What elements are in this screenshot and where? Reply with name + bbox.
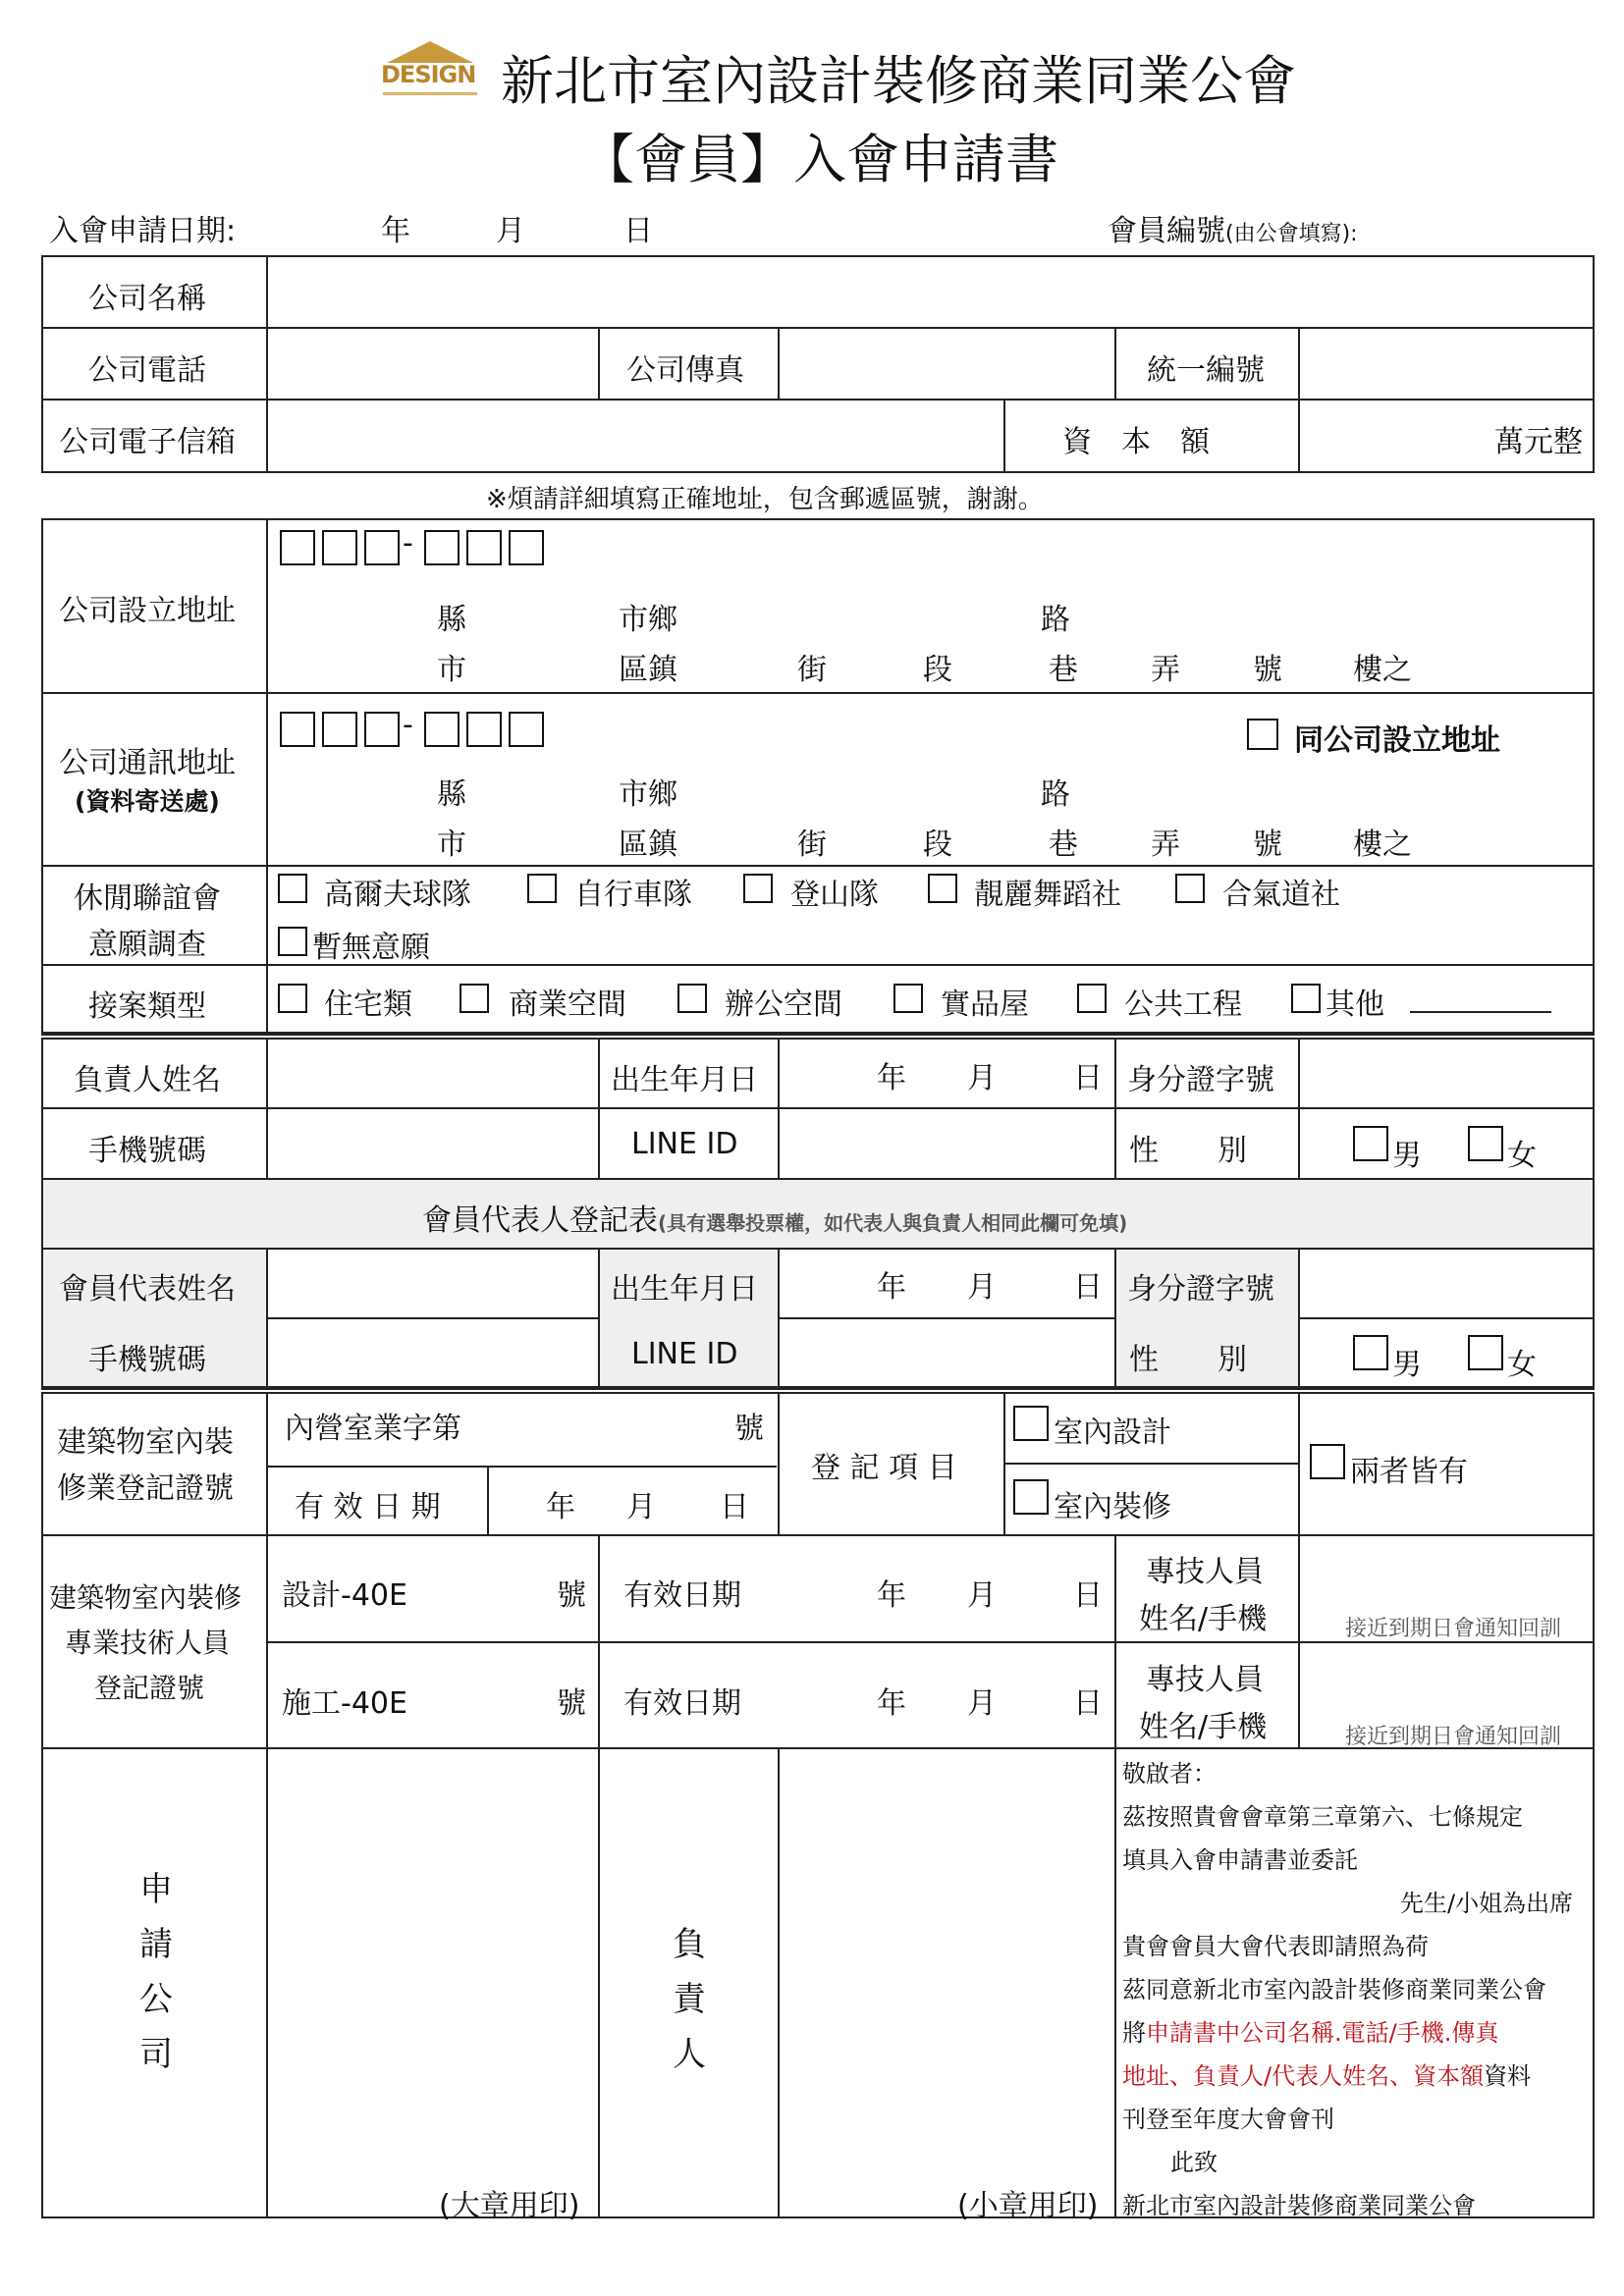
club-hiking-label: 登山隊 — [790, 878, 879, 912]
build-no-suffix: 號 — [557, 1686, 586, 1721]
company-seal-area[interactable] — [268, 1749, 597, 2216]
city-label: 市 — [437, 653, 466, 687]
rep-gender-label: 性 別 — [1129, 1343, 1247, 1377]
club-aikido-label: 合氣道社 — [1222, 878, 1340, 912]
owner-id-field[interactable] — [1300, 1040, 1592, 1106]
build-valid-year: 年 — [877, 1686, 906, 1721]
tax-id-field[interactable] — [1300, 329, 1592, 398]
company-fax-label: 公司傳真 — [626, 353, 744, 388]
both-checkbox[interactable] — [1310, 1444, 1345, 1479]
owner-female-label: 女 — [1507, 1139, 1537, 1173]
rep-female-checkbox[interactable] — [1468, 1335, 1503, 1370]
rep-id-field[interactable] — [1300, 1250, 1592, 1316]
owner-birth-month: 月 — [967, 1061, 997, 1095]
rep-birth-year: 年 — [877, 1270, 906, 1305]
company-phone-field[interactable] — [268, 329, 597, 398]
company-char-2: 請 — [139, 1925, 173, 1964]
project-office-label: 辦公空間 — [725, 988, 842, 1022]
club-hiking-checkbox[interactable] — [743, 874, 773, 903]
lane-label-2: 巷 — [1049, 828, 1078, 862]
district-label-2: 區鎮 — [619, 828, 677, 862]
same-address-checkbox[interactable] — [1247, 719, 1278, 750]
rep-name-field[interactable] — [268, 1250, 597, 1316]
owner-birth-label: 出生年月日 — [611, 1063, 758, 1097]
number-label-2: 號 — [1253, 828, 1282, 862]
owner-char-1: 負 — [673, 1925, 706, 1964]
build-valid-day: 日 — [1073, 1686, 1103, 1721]
registered-address-label: 公司設立地址 — [59, 594, 236, 628]
license-valid-month: 月 — [626, 1490, 656, 1524]
project-other-label: 其他 — [1326, 988, 1384, 1022]
statement-line-7b: 申請書中公司名稱.電話/手機.傳真 — [1146, 2019, 1499, 2047]
tax-id-label: 統一編號 — [1147, 353, 1265, 388]
apply-day: 日 — [623, 214, 653, 248]
company-char-1: 申 — [139, 1870, 173, 1909]
license-number-field[interactable] — [461, 1394, 727, 1465]
statement-line-6: 茲同意新北市室內設計裝修商業同業公會 — [1122, 1976, 1546, 2003]
rep-birth-label: 出生年月日 — [611, 1272, 758, 1307]
proxy-name-field[interactable] — [1124, 1878, 1394, 1915]
company-char-3: 公 — [139, 1980, 173, 2019]
org-title: 新北市室內設計裝修商業同業公會 — [501, 50, 1296, 112]
build-valid-month: 月 — [967, 1686, 997, 1721]
capital-label: 資 本 額 — [1062, 425, 1210, 459]
section-label-2: 段 — [923, 828, 952, 862]
interior-reno-label: 室內裝修 — [1054, 1490, 1171, 1524]
statement-line-5: 貴會會員大會代表即請照為荷 — [1122, 1933, 1429, 1960]
rep-id-label: 身分證字號 — [1127, 1272, 1274, 1307]
license-no-suffix: 號 — [734, 1412, 764, 1446]
statement-line-8 — [1122, 2056, 1531, 2091]
road-label-2: 路 — [1041, 777, 1070, 812]
license-valid-year: 年 — [546, 1490, 575, 1524]
club-none-label: 暫無意願 — [312, 931, 430, 965]
build-valid-label: 有效日期 — [623, 1686, 741, 1721]
design-no-label: 設計-40E — [282, 1578, 407, 1613]
rep-mobile-label: 手機號碼 — [88, 1343, 206, 1377]
county-label-2: 縣 — [437, 777, 466, 812]
apply-month: 月 — [496, 214, 525, 248]
county-label: 縣 — [437, 603, 466, 637]
city-label-2: 市 — [437, 828, 466, 862]
statement-line-10: 此致 — [1170, 2149, 1218, 2176]
interior-reno-checkbox[interactable] — [1013, 1479, 1049, 1515]
owner-line-field[interactable] — [780, 1109, 1113, 1177]
logo — [381, 41, 481, 100]
rep-title-text: 會員代表人登記表 — [422, 1203, 658, 1238]
statement-line-8b: 資料 — [1484, 2062, 1532, 2090]
small-seal-label: (小章用印) — [957, 2189, 1099, 2223]
club-golf-checkbox[interactable] — [278, 874, 307, 903]
mailing-address-label: 公司通訊地址 — [59, 746, 236, 780]
build-staff-label-2: 姓名/手機 — [1139, 1710, 1268, 1744]
lane-label: 巷 — [1049, 653, 1078, 687]
floor-label-2: 樓之 — [1353, 828, 1412, 862]
street-label-2: 街 — [797, 828, 827, 862]
address-note: ※煩請詳細填寫正確地址，包含郵遞區號，謝謝。 — [486, 485, 1044, 514]
interior-design-label: 室內設計 — [1054, 1415, 1171, 1450]
owner-female-checkbox[interactable] — [1468, 1126, 1503, 1161]
street-label: 街 — [797, 653, 827, 687]
rep-female-label: 女 — [1507, 1348, 1537, 1382]
interior-design-checkbox[interactable] — [1013, 1406, 1049, 1441]
rep-male-label: 男 — [1392, 1348, 1422, 1382]
project-type-label: 接案類型 — [88, 989, 206, 1024]
project-other-checkbox[interactable] — [1291, 984, 1321, 1013]
capital-unit: 萬元整 — [1494, 425, 1583, 459]
rep-line-field[interactable] — [780, 1319, 1113, 1385]
project-commercial-label: 商業空間 — [509, 988, 626, 1022]
project-showhouse-label: 實品屋 — [941, 988, 1029, 1022]
statement-line-3: 填具入會申請書並委託 — [1122, 1846, 1358, 1874]
statement-line-8a: 地址、負責人/代表人姓名、資本額 — [1122, 2062, 1485, 2090]
statement-line-7a: 將 — [1122, 2019, 1146, 2047]
apply-year: 年 — [381, 214, 410, 248]
owner-birth-day: 日 — [1073, 1061, 1103, 1095]
rep-birth-month: 月 — [967, 1270, 997, 1305]
statement-line-2: 茲按照貴會會章第三章第六、七條規定 — [1122, 1803, 1523, 1831]
project-public-checkbox[interactable] — [1077, 984, 1107, 1013]
tech-label-3: 登記證號 — [94, 1672, 205, 1704]
club-aikido-checkbox[interactable] — [1175, 874, 1205, 903]
club-cycling-checkbox[interactable] — [527, 874, 557, 903]
statement-line-4: 先生/小姐為出席 — [1400, 1890, 1574, 1917]
design-staff-label-2: 姓名/手機 — [1139, 1602, 1268, 1636]
club-dance-checkbox[interactable] — [928, 874, 957, 903]
project-residential-label: 住宅類 — [324, 988, 412, 1022]
company-email-label: 公司電子信箱 — [59, 425, 236, 459]
zip-dash-2: - — [403, 708, 413, 742]
both-label: 兩者皆有 — [1350, 1455, 1468, 1489]
owner-char-3: 人 — [673, 2035, 706, 2074]
club-dance-label: 靚麗舞蹈社 — [974, 878, 1121, 912]
build-no-field[interactable] — [412, 1644, 550, 1746]
owner-mobile-field[interactable] — [268, 1109, 597, 1177]
number-label: 號 — [1253, 653, 1282, 687]
club-label-2: 意願調查 — [88, 928, 206, 962]
rep-male-checkbox[interactable] — [1353, 1335, 1388, 1370]
project-office-checkbox[interactable] — [677, 984, 707, 1013]
club-label-1: 休閒聯誼會 — [74, 881, 221, 916]
project-residential-checkbox[interactable] — [278, 984, 307, 1013]
floor-label: 樓之 — [1353, 653, 1412, 687]
rep-mobile-field[interactable] — [268, 1319, 597, 1385]
design-valid-day: 日 — [1073, 1578, 1103, 1613]
project-public-label: 公共工程 — [1124, 988, 1242, 1022]
apply-date-label: 入會申請日期: — [49, 214, 237, 248]
owner-mobile-label: 手機號碼 — [88, 1134, 206, 1168]
statement-line-1: 敬啟者： — [1122, 1760, 1217, 1788]
owner-male-checkbox[interactable] — [1353, 1126, 1388, 1161]
project-showhouse-checkbox[interactable] — [893, 984, 923, 1013]
tech-label-1: 建築物室內裝修 — [49, 1581, 243, 1614]
company-phone-label: 公司電話 — [88, 353, 206, 388]
club-golf-label: 高爾夫球隊 — [324, 878, 471, 912]
build-staff-label-1: 專技人員 — [1146, 1663, 1264, 1697]
owner-seal-area[interactable] — [780, 1749, 1113, 2216]
owner-name-field[interactable] — [268, 1040, 597, 1106]
reg-item-label: 登 記 項 目 — [811, 1451, 957, 1485]
owner-birth-year: 年 — [877, 1061, 906, 1095]
district-label: 區鎮 — [619, 653, 677, 687]
company-email-field[interactable] — [268, 400, 1002, 470]
owner-name-label: 負責人姓名 — [74, 1063, 221, 1097]
city-town-label-2: 市鄉 — [619, 777, 677, 812]
rep-birth-day: 日 — [1073, 1270, 1103, 1305]
license-valid-day: 日 — [720, 1490, 749, 1524]
big-seal-label: (大章用印) — [439, 2189, 580, 2223]
design-valid-label: 有效日期 — [623, 1578, 741, 1613]
member-no-label — [1108, 206, 1358, 249]
zip-dash: - — [403, 526, 413, 561]
form-title: 【會員】入會申請書 — [581, 129, 1058, 190]
license-prefix: 內營室業字第 — [285, 1412, 461, 1446]
design-no-suffix: 號 — [557, 1578, 586, 1613]
rep-title-note: (具有選舉投票權，如代表人與負責人相同此欄可免填) — [658, 1211, 1128, 1235]
tech-label-2: 專業技術人員 — [65, 1627, 231, 1659]
owner-char-2: 責 — [673, 1980, 706, 2019]
statement-line-9: 刊登至年度大會會刊 — [1122, 2106, 1334, 2133]
company-name-field[interactable] — [268, 257, 1592, 326]
mailing-address-sub: (資料寄送處) — [75, 787, 220, 816]
project-other-blank[interactable] — [1410, 1011, 1551, 1013]
logo-text: DESIGN — [381, 61, 476, 88]
statement-line-7 — [1122, 2013, 1498, 2048]
road-label: 路 — [1041, 603, 1070, 637]
owner-line-label: LINE ID — [631, 1127, 738, 1161]
design-notice: 接近到期日會通知回訓 — [1345, 1617, 1562, 1641]
member-no-text: 會員編號 — [1108, 214, 1225, 248]
design-staff-label-1: 專技人員 — [1146, 1555, 1264, 1589]
member-no-note: (由公會填寫): — [1225, 222, 1358, 246]
build-no-label: 施工-40E — [282, 1686, 407, 1721]
city-town-label: 市鄉 — [619, 603, 677, 637]
project-commercial-checkbox[interactable] — [460, 984, 489, 1013]
design-valid-year: 年 — [877, 1578, 906, 1613]
owner-id-label: 身分證字號 — [1127, 1063, 1274, 1097]
company-name-label: 公司名稱 — [88, 282, 206, 316]
same-address-label: 同公司設立地址 — [1294, 723, 1500, 758]
owner-male-label: 男 — [1392, 1139, 1422, 1173]
section-label: 段 — [923, 653, 952, 687]
rep-line-label: LINE ID — [631, 1337, 738, 1371]
design-staff-field[interactable] — [1300, 1537, 1592, 1606]
rep-name-label: 會員代表姓名 — [59, 1272, 236, 1307]
owner-gender-label: 性 別 — [1129, 1134, 1247, 1168]
license-label-1: 建築物室內裝 — [57, 1425, 234, 1460]
design-no-field[interactable] — [412, 1537, 550, 1639]
alley-label-2: 弄 — [1151, 828, 1180, 862]
rep-section-title — [422, 1196, 1127, 1239]
club-cycling-label: 自行車隊 — [574, 878, 692, 912]
club-none-checkbox[interactable] — [278, 927, 307, 956]
alley-label: 弄 — [1151, 653, 1180, 687]
build-staff-field[interactable] — [1300, 1644, 1592, 1713]
license-label-2: 修業登記證號 — [57, 1471, 234, 1506]
license-valid-label: 有 效 日 期 — [295, 1490, 441, 1524]
design-valid-month: 月 — [967, 1578, 997, 1613]
company-fax-field[interactable] — [780, 329, 1113, 398]
statement-line-11: 新北市室內設計裝修商業同業公會 — [1122, 2192, 1476, 2219]
company-char-4: 司 — [139, 2035, 173, 2074]
build-notice: 接近到期日會通知回訓 — [1345, 1725, 1562, 1749]
